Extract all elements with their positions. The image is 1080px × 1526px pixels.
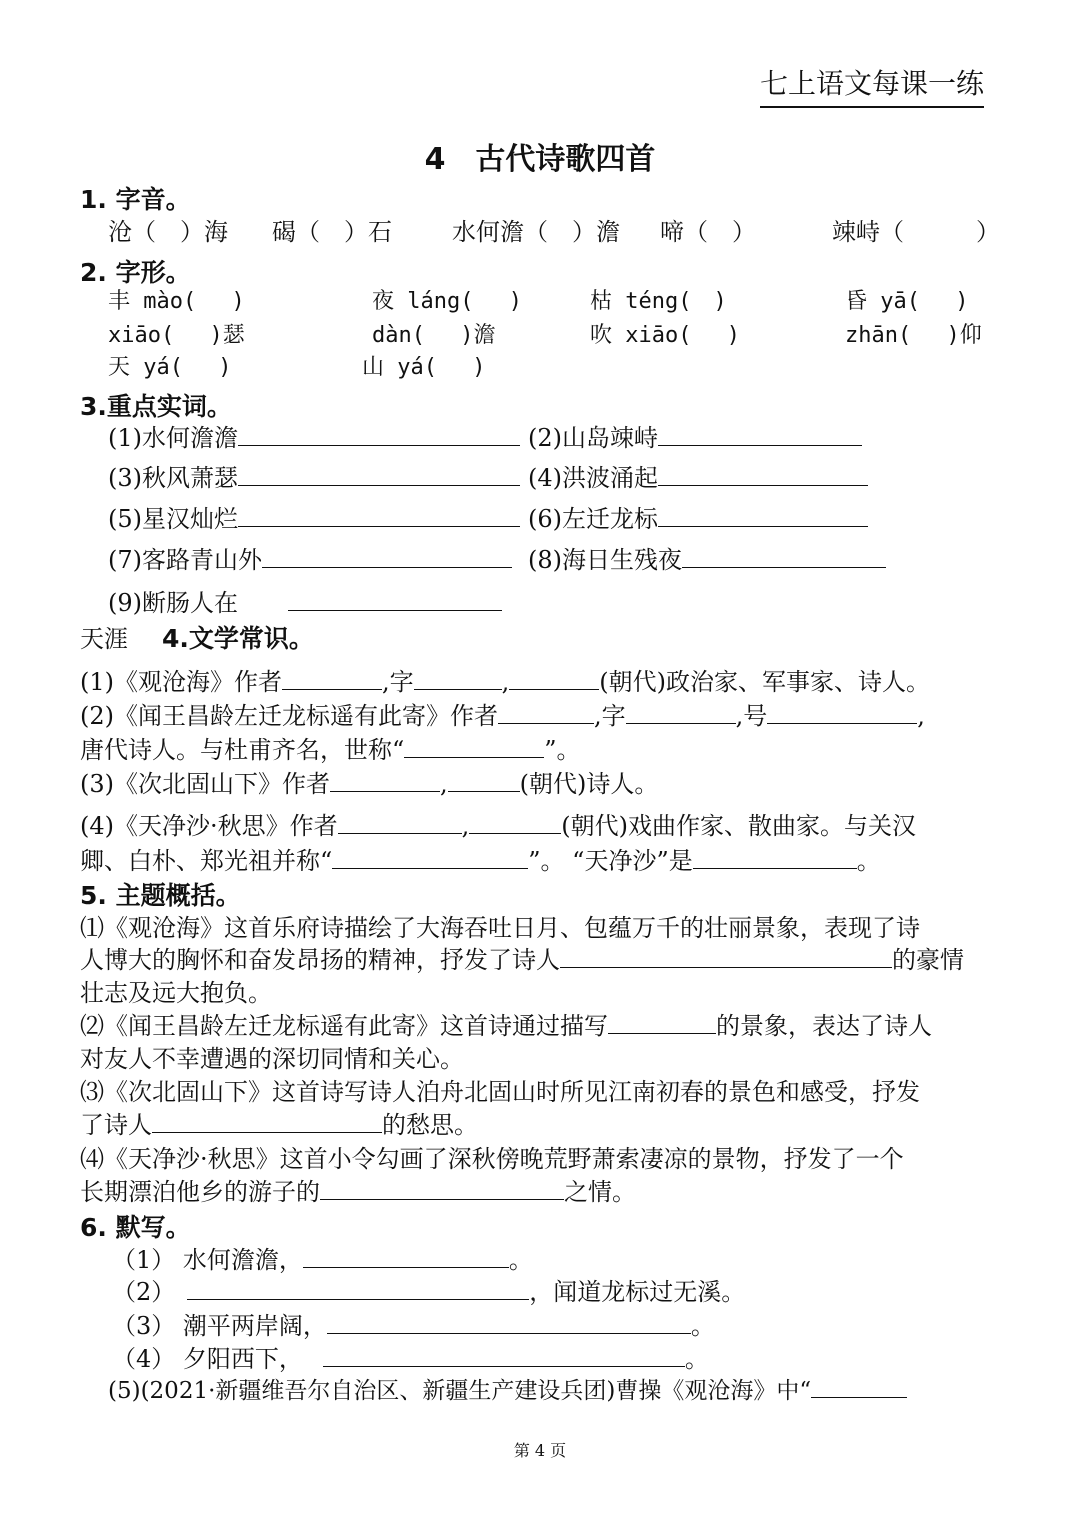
s3-item-8: (8)海日生残夜 xyxy=(528,540,886,575)
s3-item-7: (7)客路青山外 xyxy=(108,540,512,575)
s5-line-5: 对友人不幸遭遇的深切同情和关心。 xyxy=(80,1045,464,1073)
s2-r1-1: 丰 mào( ) xyxy=(108,289,245,314)
answer-blank[interactable] xyxy=(414,665,502,690)
answer-blank[interactable] xyxy=(262,543,512,568)
s3-tail: 天涯 xyxy=(80,625,128,653)
answer-blank[interactable] xyxy=(658,461,868,486)
answer-blank[interactable] xyxy=(338,809,462,834)
answer-blank[interactable] xyxy=(498,699,594,724)
s1-item-3: 水何澹（ ）澹 xyxy=(452,218,620,246)
s3-item-3: (3)秋风萧瑟 xyxy=(108,458,520,493)
course-header: 七上语文每课一练 xyxy=(760,62,984,108)
answer-blank[interactable] xyxy=(282,665,382,690)
answer-blank[interactable] xyxy=(152,1108,382,1133)
answer-blank[interactable] xyxy=(238,461,520,486)
section-2-heading: 2. 字形。 xyxy=(80,258,191,287)
s2-r1-2: 夜 láng( ) xyxy=(372,289,522,314)
s5-line-3: 壮志及远大抱负。 xyxy=(80,979,272,1007)
s5-line-7: 了诗人 的愁思。 xyxy=(80,1105,478,1140)
answer-blank[interactable] xyxy=(288,586,502,611)
answer-blank[interactable] xyxy=(404,733,544,758)
s4-line-6: 卿、白朴、郑光祖并称“ ”。 “天净沙”是 。 xyxy=(80,841,881,876)
s4-line-5: (4)《天净沙·秋思》作者 , (朝代)戏曲作家、散曲家。与关汉 xyxy=(80,806,916,841)
s4-line-1: (1)《观沧海》作者 ,字 , (朝代)政治家、军事家、诗人。 xyxy=(80,662,930,697)
s3-item-1: (1)水何澹澹 xyxy=(108,418,520,453)
s2-r1-4: 昏 yā( ) xyxy=(845,289,969,314)
answer-blank[interactable] xyxy=(187,1275,529,1300)
s3-item-9: (9)断肠人在 xyxy=(108,583,502,618)
s6-item-2: （2） ，闻道龙标过无溪。 xyxy=(112,1272,745,1307)
answer-blank[interactable] xyxy=(303,1243,509,1268)
s3-item-6: (6)左迁龙标 xyxy=(528,499,868,534)
lesson-title: 4 古代诗歌四首 xyxy=(424,142,656,177)
s2-r3-1: 天 yá( ) xyxy=(108,355,232,380)
answer-blank[interactable] xyxy=(332,844,528,869)
section-6-heading: 6. 默写。 xyxy=(80,1213,191,1242)
s1-item-1: 沧（ ）海 xyxy=(108,218,228,246)
answer-blank[interactable] xyxy=(320,1175,564,1200)
section-4-heading: 4.文学常识。 xyxy=(162,624,314,653)
s1-item-4: 啼（ ） xyxy=(660,218,756,246)
answer-blank[interactable] xyxy=(327,1309,691,1334)
page-number: 第 4 页 xyxy=(513,1441,567,1460)
answer-blank[interactable] xyxy=(238,502,520,527)
s6-item-1: （1） 水何澹澹， 。 xyxy=(112,1240,533,1275)
answer-blank[interactable] xyxy=(658,421,862,446)
s4-line-3: 唐代诗人。与杜甫齐名，世称“ ”。 xyxy=(80,730,581,765)
s5-line-8: ⑷《天净沙·秋思》这首小令勾画了深秋傍晚荒野萧索凄凉的景物，抒发了一个 xyxy=(80,1145,904,1173)
section-3-heading: 3.重点实词。 xyxy=(80,392,232,421)
s6-item-4: （4） 夕阳西下， 。 xyxy=(112,1339,709,1374)
answer-blank[interactable] xyxy=(469,809,561,834)
answer-blank[interactable] xyxy=(238,421,520,446)
s1-item-2: 碣（ ）石 xyxy=(272,218,392,246)
answer-blank[interactable] xyxy=(330,767,440,792)
s2-r2-3: 吹 xiāo( ) xyxy=(590,323,740,348)
s3-item-5: (5)星汉灿烂 xyxy=(108,499,520,534)
s5-line-1: ⑴《观沧海》这首乐府诗描绘了大海吞吐日月、包蕴万千的壮丽景象，表现了诗 xyxy=(80,914,920,942)
s3-item-2: (2)山岛竦峙 xyxy=(528,418,862,453)
answer-blank[interactable] xyxy=(608,1009,716,1034)
s5-line-6: ⑶《次北固山下》这首诗写诗人泊舟北固山时所见江南初春的景色和感受，抒发 xyxy=(80,1078,920,1106)
s2-r2-4: zhān( )仰 xyxy=(845,323,982,348)
answer-blank[interactable] xyxy=(767,699,917,724)
answer-blank[interactable] xyxy=(693,844,857,869)
s2-r2-1: xiāo( )瑟 xyxy=(108,323,245,348)
answer-blank[interactable] xyxy=(682,543,886,568)
answer-blank[interactable] xyxy=(509,665,599,690)
section-5-heading: 5. 主题概括。 xyxy=(80,881,241,910)
s5-line-2: 人博大的胸怀和奋发昂扬的精神，抒发了诗人 的豪情 xyxy=(80,940,964,975)
s4-line-2: (2)《闻王昌龄左迁龙标遥有此寄》作者 ,字 ,号 , xyxy=(80,696,925,731)
s5-line-4: ⑵《闻王昌龄左迁龙标遥有此寄》这首诗通过描写 的景象，表达了诗人 xyxy=(80,1006,932,1041)
s3-item-4: (4)洪波涌起 xyxy=(528,458,868,493)
s2-r3-2: 山 yá( ) xyxy=(362,355,486,380)
answer-blank[interactable] xyxy=(626,699,736,724)
s5-line-9: 长期漂泊他乡的游子的 之情。 xyxy=(80,1172,636,1207)
answer-blank[interactable] xyxy=(658,502,868,527)
s6-item-5: (5)(2021·新疆维吾尔自治区、新疆生产建设兵团)曹操《观沧海》中“ xyxy=(108,1372,907,1405)
s6-item-3: （3） 潮平两岸阔， 。 xyxy=(112,1306,715,1341)
section-1-heading: 1. 字音。 xyxy=(80,185,191,214)
s2-r2-2: dàn( )澹 xyxy=(372,323,496,348)
answer-blank[interactable] xyxy=(448,767,520,792)
s2-r1-3: 枯 téng( ) xyxy=(590,289,727,314)
answer-blank[interactable] xyxy=(323,1342,685,1367)
s1-item-5: 竦峙（ ） xyxy=(832,218,1000,246)
answer-blank[interactable] xyxy=(811,1373,907,1398)
answer-blank[interactable] xyxy=(560,943,892,968)
s4-line-4: (3)《次北固山下》作者 , (朝代)诗人。 xyxy=(80,764,658,799)
